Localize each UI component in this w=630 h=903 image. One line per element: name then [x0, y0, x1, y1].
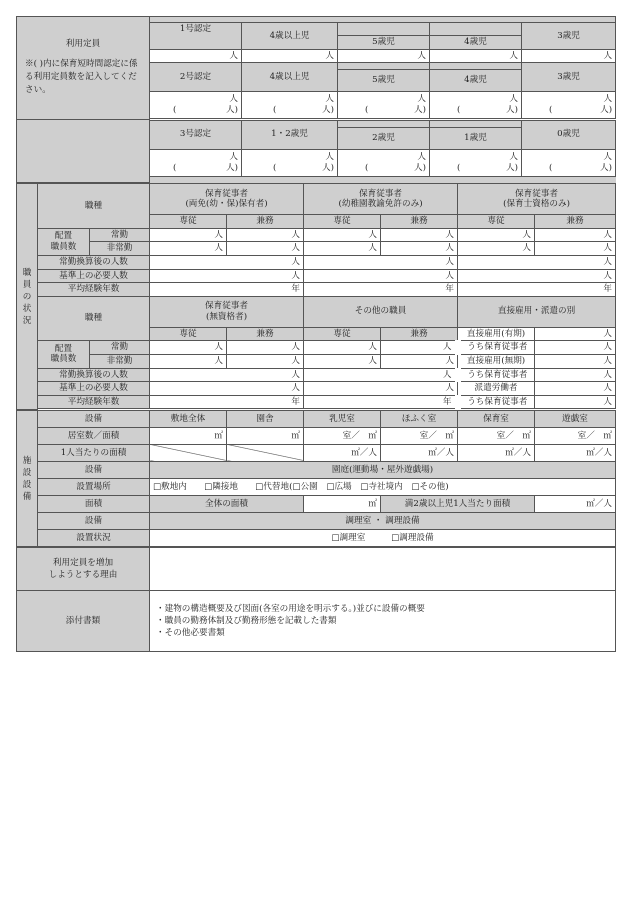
staff-col5: その他の職員	[304, 296, 458, 327]
capacity-note: ※( )内に保育短時間認定に係る利用定員数を記入してください。	[25, 58, 138, 95]
cert1-age-d: 3歳児	[522, 23, 616, 50]
capacity-heading-cell	[17, 17, 150, 120]
cert3-value[interactable]: 人 ( 人)	[150, 149, 242, 176]
location-options[interactable]: □敷地内 □隣接地 □代替地(□公園 □広場 □寺社境内 □その他)	[150, 478, 616, 495]
staff-col2: 保育従事者 (幼稚園教諭免許のみ)	[304, 184, 458, 215]
cert3-age-b: 2歳児	[338, 127, 430, 149]
application-form-page	[16, 16, 615, 652]
attachments-label: 添付書類	[17, 591, 150, 652]
staff-col6: 直接雇用・派遣の別	[458, 296, 616, 327]
staff-col1: 保育従事者 (両免(幼・保)保有者)	[150, 184, 304, 215]
cert3-age-c: 1歳児	[430, 127, 522, 149]
staff-table: 職員の状況 職種 保育従事者 (両免(幼・保)保有者) 保育従事者 (幼稚園教諭免許のみ) 保育従事者 (保育士資格のみ) 専従 兼務 専従 兼務 専従 兼務 配置 職員数 常勤 人 人 人 人 人 人 非常勤 人 人 人 人 人 人 常勤換算後の人数 人 人 人 基準上の必要人数 人 人 人 平均経験年数 年 年 年 職種 保育従事者 (無資格者) その他の職員 直接雇用・派遣の別 専従 兼務 専従 兼務 直接雇用(有期) 人 配置 職員数 常勤 人 人 人 人 うち保育従事者 人 非常勤 人 人 人 人 直接雇用(無期) 人 常勤換算後の人数 人 人 うち保育従事者 人 基準上の必要人数 人 人 派遣労働者 人 平均経験年数 年 年 うち保育従事者 人	[16, 183, 616, 410]
cert3-label: 3号認定	[150, 120, 242, 149]
cert2-label: 2号認定	[150, 63, 242, 92]
facility-table: 施設設備 設備 敷地全体 園舎 乳児室 ほふく室 保育室 遊戯室 居室数／面積 ㎡ ㎡ 室／ ㎡ 室／ ㎡ 室／ ㎡ 室／ ㎡ 1人当たりの面積 ㎡／人 ㎡／人 ㎡／人 ㎡／人 設備 園庭(運動場・屋外遊戯場) 設置場所 □敷地内 □隣接地 □代替地(□公園 □広場 □寺社境内 □その他) 面積 全体の面積 ㎡ 満2歳以上児1人当たり面積 ㎡／人 設備 調理室 ・ 調理設備 設置状況 □調理室 □調理設備	[16, 410, 616, 548]
kitchen-heading: 調理室 ・ 調理設備	[150, 512, 616, 529]
staff-col3: 保育従事者 (保育士資格のみ)	[458, 184, 616, 215]
attachment-item: ・建物の構造概要及び図面(各室の用途を明示する。)並びに設備の概要	[156, 604, 425, 615]
capacity-heading: 利用定員	[65, 39, 101, 50]
assigned-staff-label: 配置 職員数	[38, 228, 90, 255]
attachments-list	[150, 591, 616, 652]
cert1-age-c: 4歳児	[430, 36, 522, 50]
cert2-age-b: 5歳児	[338, 70, 430, 92]
garden-heading: 園庭(運動場・屋外遊戯場)	[150, 461, 616, 478]
reason-table	[16, 547, 616, 652]
staff-section-label: 職員の状況	[17, 184, 38, 410]
cert1-age-a: 4歳以上児	[242, 23, 338, 50]
cert1-age-b: 5歳児	[338, 36, 430, 50]
kitchen-options[interactable]: □調理室 □調理設備	[150, 529, 616, 546]
staff-job-type-2: 職種	[38, 296, 150, 341]
staff-job-type-1: 職種	[38, 184, 150, 229]
cert2-value[interactable]: 人 ( 人)	[150, 92, 242, 119]
cert2-age-a: 4歳以上児	[242, 63, 338, 92]
cert2-age-c: 4歳児	[430, 70, 522, 92]
reason-label: 利用定員を増加 しようとする理由	[17, 548, 150, 591]
cert3-age-a: 1・2歳児	[242, 120, 338, 149]
cert2-age-d: 3歳児	[522, 63, 616, 92]
staff-col4: 保育従事者 (無資格者)	[150, 296, 304, 327]
attachment-item: ・その他必要書類	[156, 628, 225, 639]
reason-value[interactable]	[150, 548, 616, 591]
cert1-label: 1号認定	[150, 23, 242, 50]
capacity-table-3: 3号認定 1・2歳児 0歳児 2歳児 1歳児 人 ( 人) 人 ( 人) 人 ( 人) 人 ( 人) 人 ( 人)	[16, 120, 616, 184]
attachment-item: ・職員の勤務体制及び勤務形態を記載した書類	[156, 616, 337, 627]
cert3-age-d: 0歳児	[522, 120, 616, 149]
capacity-table: 利用定員 ※( )内に保育短時間認定に係る利用定員数を記入してください。 1号認定 4歳以上児 3歳児 5歳児 4歳児 人 人 人 人 人 2号認定 4歳以上児 3歳児 5歳児 4歳児 人 ( 人) 人 ( 人) 人 ( 人) 人 ( 人) 人 ( 人)	[16, 16, 616, 120]
cert1-value[interactable]: 人	[150, 49, 242, 63]
facility-section-label: 施設設備	[17, 410, 38, 547]
